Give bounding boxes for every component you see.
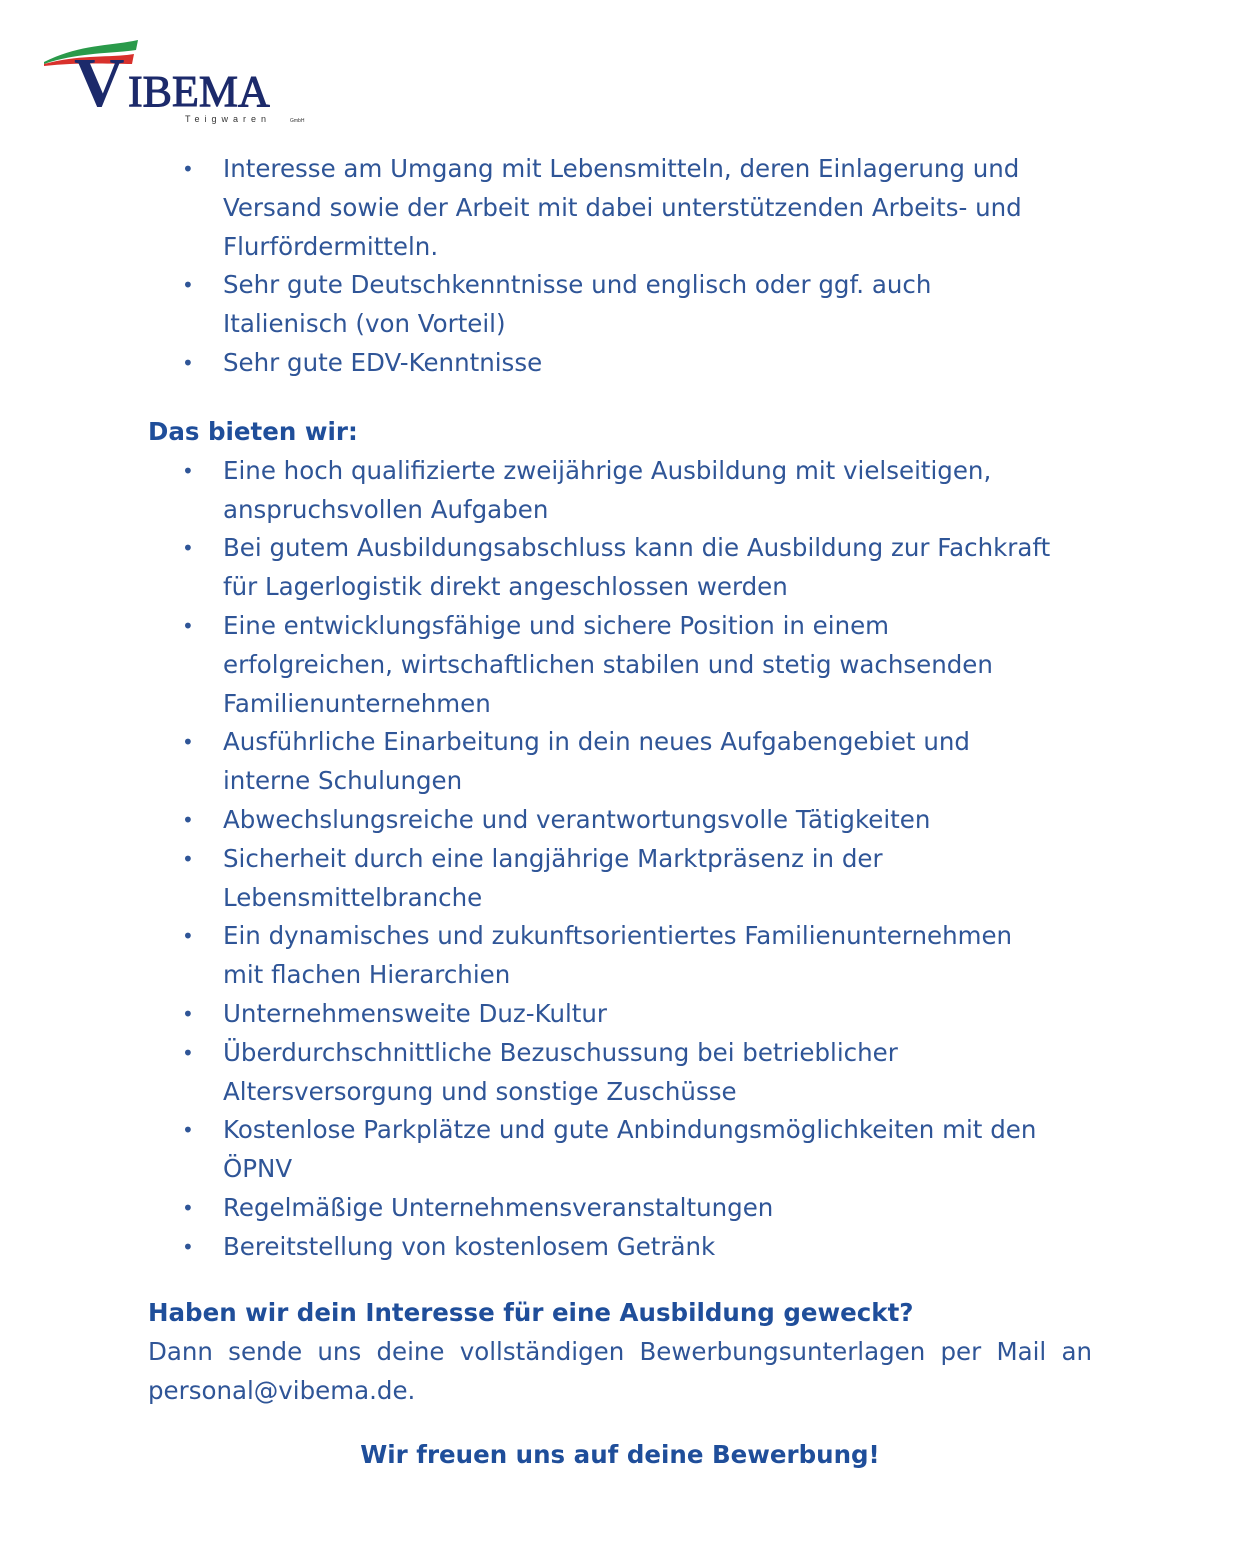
list-item-text: Versand sowie der Arbeit mit dabei unterstützenden Arbeits- und	[223, 192, 1022, 222]
list-item-text: Kostenlose Parkplätze und gute Anbindungsmöglichkeiten mit den	[223, 1115, 1037, 1145]
list-item	[148, 607, 1092, 723]
list-item-text: Sehr gute EDV-Kenntnisse	[223, 347, 543, 377]
list-item	[148, 1189, 1092, 1228]
svg-text:V: V	[74, 45, 125, 122]
list-item-text: Abwechslungsreiche und verantwortungsvolle Tätigkeiten	[223, 804, 931, 834]
list-item-text: Eine entwicklungsfähige und sichere Position in einem	[223, 610, 890, 640]
bullet-icon: •	[182, 1118, 194, 1143]
list-item	[148, 917, 1092, 995]
list-item	[148, 995, 1092, 1034]
list-item	[148, 266, 1092, 344]
bullet-icon: •	[182, 1195, 194, 1220]
list-item-text: erfolgreichen, wirtschaftlichen stabilen und stetig wachsenden	[223, 649, 993, 679]
svg-text:IBEMA: IBEMA	[128, 67, 270, 116]
vibema-logo	[40, 34, 330, 126]
list-item	[148, 452, 1092, 530]
list-item	[148, 723, 1092, 801]
list-item-text: Italienisch (von Vorteil)	[223, 309, 506, 339]
list-item	[148, 150, 1092, 266]
bullet-icon: •	[182, 536, 194, 561]
closing-line: Wir freuen uns auf deine Bewerbung!	[360, 1440, 880, 1469]
list-item-text: Altersversorgung und sonstige Zuschüsse	[223, 1076, 737, 1106]
list-item-text: Überdurchschnittliche Bezuschussung bei betrieblicher	[223, 1037, 898, 1067]
list-item-text: interne Schulungen	[223, 766, 463, 796]
bullet-icon: •	[182, 458, 194, 483]
list-item-text: Familienunternehmen	[223, 688, 491, 718]
list-item-text: Ein dynamisches und zukunftsorientiertes Familienunternehmen	[223, 921, 1013, 951]
requirements-list	[148, 150, 1092, 383]
bullet-icon: •	[182, 730, 194, 755]
list-item-text: Bei gutem Ausbildungsabschluss kann die Ausbildung zur Fachkraft	[223, 533, 1051, 563]
list-item	[148, 344, 1092, 383]
list-item-text: anspruchsvollen Aufgaben	[223, 494, 549, 524]
list-item	[148, 1111, 1092, 1189]
list-item-text: Lebensmittelbranche	[223, 882, 483, 912]
list-item	[148, 840, 1092, 918]
offer-list	[148, 452, 1092, 1267]
offer-section	[148, 413, 1092, 1267]
bullet-icon: •	[182, 613, 194, 638]
list-item-text: Interesse am Umgang mit Lebensmitteln, deren Einlagerung und	[223, 154, 1020, 183]
list-item-text: Sehr gute Deutschkenntnisse und englisch oder ggf. auch	[223, 270, 932, 300]
list-item-text: Eine hoch qualifizierte zweijährige Ausbildung mit vielseitigen,	[223, 455, 992, 485]
list-item-text: Unternehmensweite Duz-Kultur	[223, 998, 608, 1028]
email-link[interactable]: personal@vibema.de	[148, 1375, 408, 1405]
bullet-icon: •	[182, 924, 194, 949]
bullet-icon: •	[182, 1234, 194, 1259]
list-item	[148, 1228, 1092, 1267]
list-item-text: Bereitstellung von kostenlosem Getränk	[223, 1231, 716, 1261]
list-item-text: Ausführliche Einarbeitung in dein neues Aufgabengebiet und	[223, 727, 970, 757]
bullet-icon: •	[182, 807, 194, 832]
list-item	[148, 1034, 1092, 1112]
list-item-text: ÖPNV	[223, 1154, 293, 1184]
bullet-icon: •	[182, 273, 194, 298]
list-item	[148, 801, 1092, 840]
apply-heading: Haben wir dein Interesse für eine Ausbildung geweckt?	[148, 1298, 914, 1327]
bullet-icon: •	[182, 157, 194, 181]
bullet-icon: •	[182, 1001, 194, 1026]
list-item-text: mit flachen Hierarchien	[223, 960, 511, 990]
bullet-icon: •	[182, 846, 194, 871]
requirements-list-section	[148, 150, 1092, 383]
svg-text:Teigwaren: Teigwaren	[185, 114, 272, 124]
list-item	[148, 529, 1092, 607]
bullet-icon: •	[182, 1040, 194, 1065]
apply-email-line	[148, 1372, 1092, 1411]
bullet-icon: •	[182, 350, 194, 375]
apply-section	[148, 1294, 1092, 1410]
list-item-text: Regelmäßige Unternehmensveranstaltungen	[223, 1192, 774, 1222]
list-item-text: für Lagerlogistik direkt angeschlossen werden	[223, 572, 788, 602]
period: .	[407, 1375, 416, 1405]
list-item-text: Flurfördermitteln.	[223, 231, 439, 261]
list-item-text: Sicherheit durch eine langjährige Marktpräsenz in der	[223, 843, 883, 873]
offer-heading: Das bieten wir:	[148, 417, 358, 446]
svg-text:GmbH: GmbH	[290, 118, 305, 124]
apply-text: Dann sende uns deine vollständigen Bewerbungsunterlagen per Mail an	[148, 1336, 1092, 1366]
